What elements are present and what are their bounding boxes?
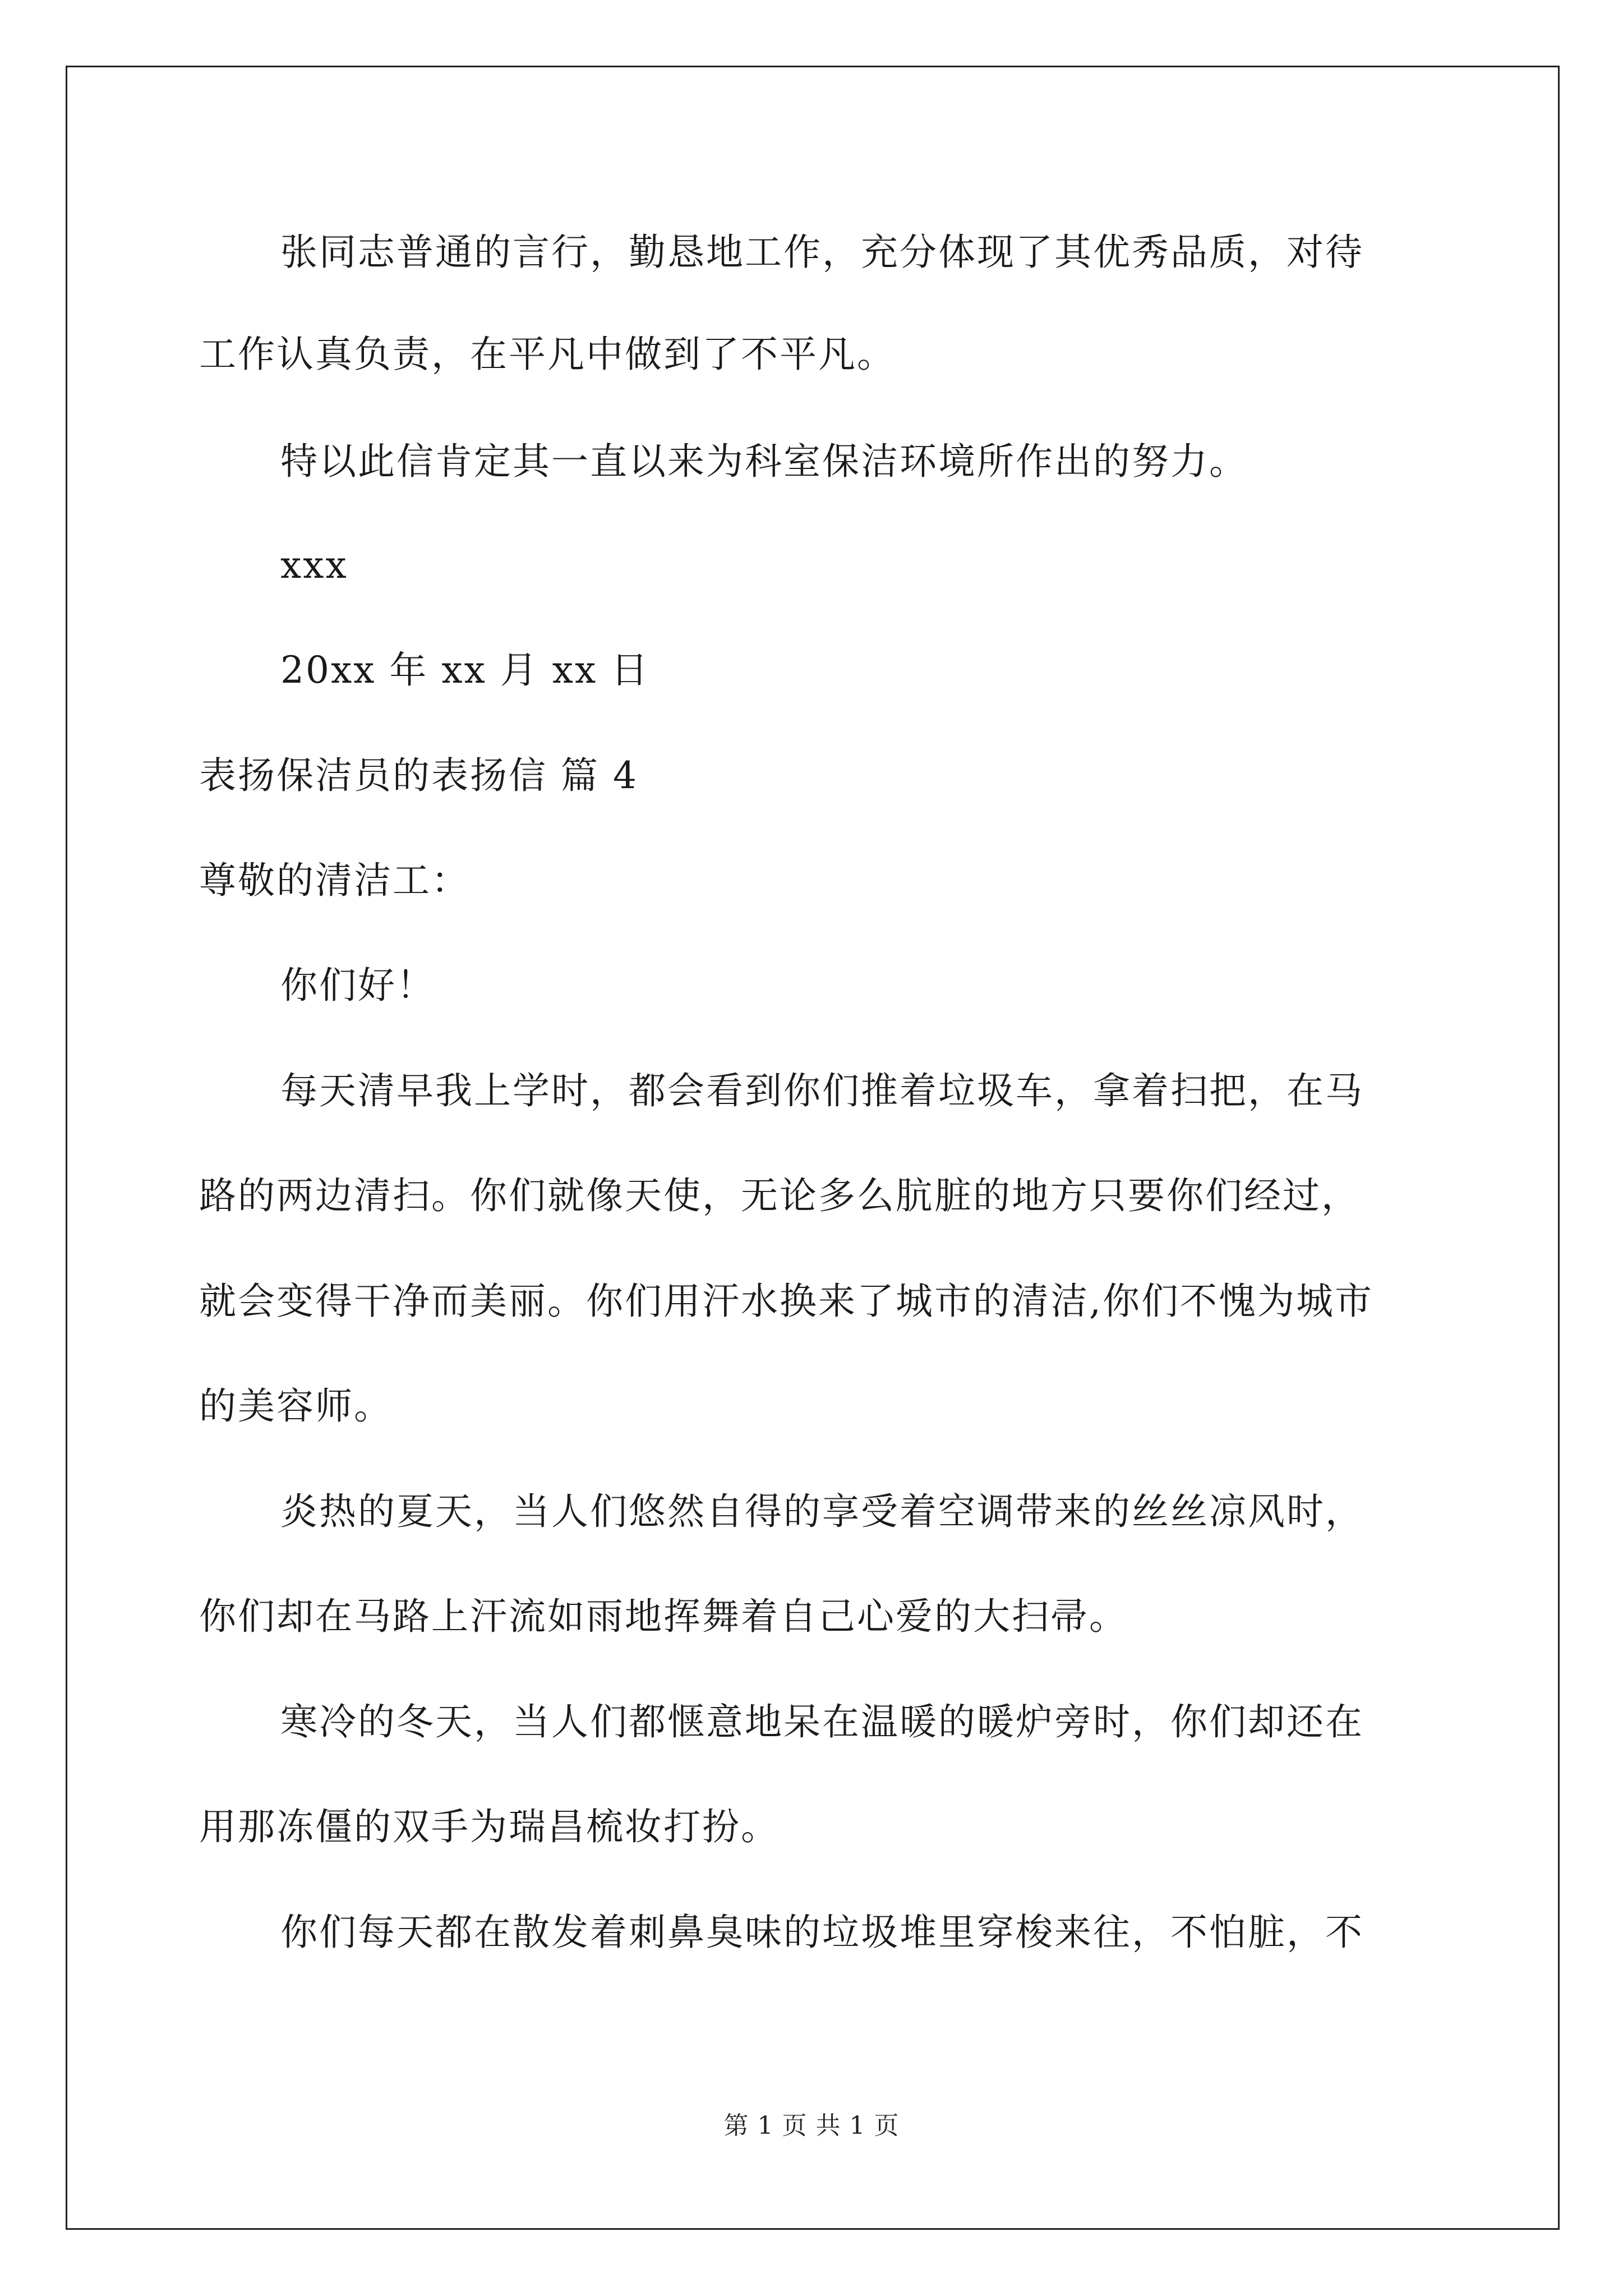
salutation: 尊敬的清洁工：	[199, 859, 470, 902]
body-paragraph-line: 特以此信肯定其一直以来为科室保洁环境所作出的努力。	[280, 440, 1248, 483]
body-paragraph-line: 路的两边清扫。你们就像天使，无论多么肮脏的地方只要你们经过，	[199, 1174, 1360, 1217]
body-paragraph-line: 工作认真负责，在平凡中做到了不平凡。	[199, 333, 896, 376]
page-number-footer: 第 1 页 共 1 页	[723, 2111, 900, 2140]
greeting: 你们好！	[280, 964, 435, 1007]
body-paragraph-line: 你们每天都在散发着刺鼻臭味的垃圾堆里穿梭来往，不怕脏，不	[280, 1911, 1364, 1954]
signature-date: 20xx 年 xx 月 xx 日	[280, 648, 650, 692]
body-paragraph-line: 每天清早我上学时，都会看到你们推着垃圾车，拿着扫把，在马	[280, 1069, 1364, 1112]
section-heading: 表扬保洁员的表扬信 篇 4	[199, 754, 638, 797]
page-border	[66, 66, 1560, 2230]
body-paragraph-line: 的美容师。	[199, 1384, 393, 1428]
body-paragraph-line: 张同志普通的言行，勤恳地工作，充分体现了其优秀品质，对待	[280, 231, 1364, 274]
body-paragraph-line: 炎热的夏天，当人们悠然自得的享受着空调带来的丝丝凉风时，	[280, 1490, 1364, 1533]
body-paragraph-line: 寒冷的冬天，当人们都惬意地呆在温暖的暖炉旁时，你们却还在	[280, 1700, 1364, 1743]
body-paragraph-line: 就会变得干净而美丽。你们用汗水换来了城市的清洁,你们不愧为城市	[199, 1280, 1373, 1323]
body-paragraph-line: 你们却在马路上汗流如雨地挥舞着自己心爱的大扫帚。	[199, 1595, 1128, 1638]
signature-name: xxx	[280, 544, 348, 587]
body-paragraph-line: 用那冻僵的双手为瑞昌梳妆打扮。	[199, 1805, 780, 1848]
